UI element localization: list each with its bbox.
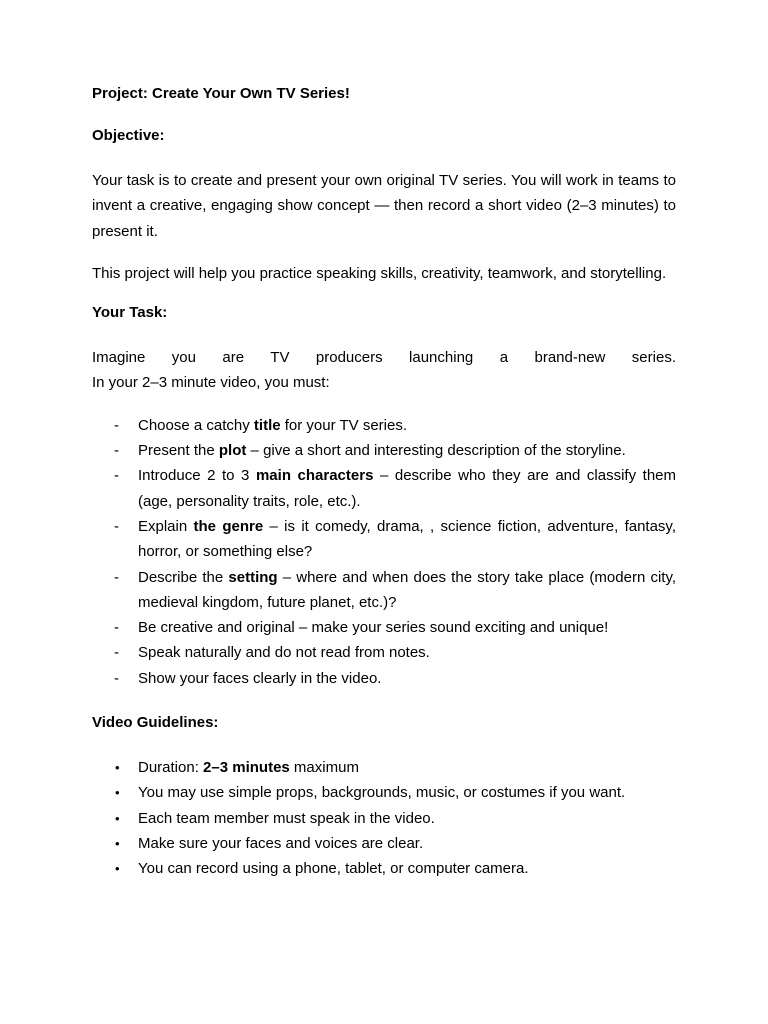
list-item: - Present the plot – give a short and interesting description of the storyline. <box>92 438 676 463</box>
list-item: - Choose a catchy title for your TV series. <box>92 413 676 438</box>
bullet-marker: • <box>115 785 120 801</box>
list-item: • You can record using a phone, tablet, or computer camera. <box>92 856 676 881</box>
list-item: - Be creative and original – make your series sound exciting and unique! <box>92 615 676 640</box>
task-intro-line-1: Imagine you are TV producers launching a brand-new series. <box>92 349 676 367</box>
objective-heading: Objective: <box>92 127 165 144</box>
dash-marker: - <box>114 619 119 637</box>
list-item: • You may use simple props, backgrounds, music, or costumes if you want. <box>92 780 676 805</box>
bullet-marker: • <box>115 810 120 826</box>
document-title: Project: Create Your Own TV Series! <box>92 85 350 102</box>
bullet-marker: • <box>115 835 120 851</box>
objective-paragraph-2: This project will help you practice speaking skills, creativity, teamwork, and storytelling. <box>92 264 667 282</box>
guidelines-heading: Video Guidelines: <box>92 714 219 732</box>
bullet-marker: • <box>115 861 120 877</box>
dash-marker: - <box>114 644 119 662</box>
task-requirements-list <box>92 413 676 691</box>
bullet-marker: • <box>115 760 120 776</box>
list-item: - Describe the setting – where and when does the story take place (modern city, medieval kingdom, future planet, etc.)? <box>92 565 676 616</box>
list-item: • Each team member must speak in the video. <box>92 806 676 831</box>
list-item: • Make sure your faces and voices are clear. <box>92 831 676 856</box>
dash-marker: - <box>114 517 119 535</box>
guidelines-list <box>92 755 676 881</box>
list-item: - Show your faces clearly in the video. <box>92 666 676 691</box>
objective-paragraph-1: Your task is to create and present your own original TV series. You will work in teams to invent a creative, engaging show concept — then record a short video (2–3 minutes) to present it. <box>92 172 676 240</box>
dash-marker: - <box>114 669 119 687</box>
list-item: - Introduce 2 to 3 main characters – describe who they are and classify them (age, personality traits, role, etc.). <box>92 463 676 514</box>
dash-marker: - <box>114 442 119 460</box>
dash-marker: - <box>114 568 119 586</box>
list-item: • Duration: 2–3 minutes maximum <box>92 755 676 780</box>
task-intro-line-2: In your 2–3 minute video, you must: <box>92 374 330 392</box>
dash-marker: - <box>114 416 119 434</box>
task-heading: Your Task: <box>92 304 168 322</box>
list-item: - Explain the genre – is it comedy, drama, , science fiction, adventure, fantasy, horror, or something else? <box>92 514 676 565</box>
list-item: - Speak naturally and do not read from notes. <box>92 640 676 665</box>
dash-marker: - <box>114 467 119 485</box>
